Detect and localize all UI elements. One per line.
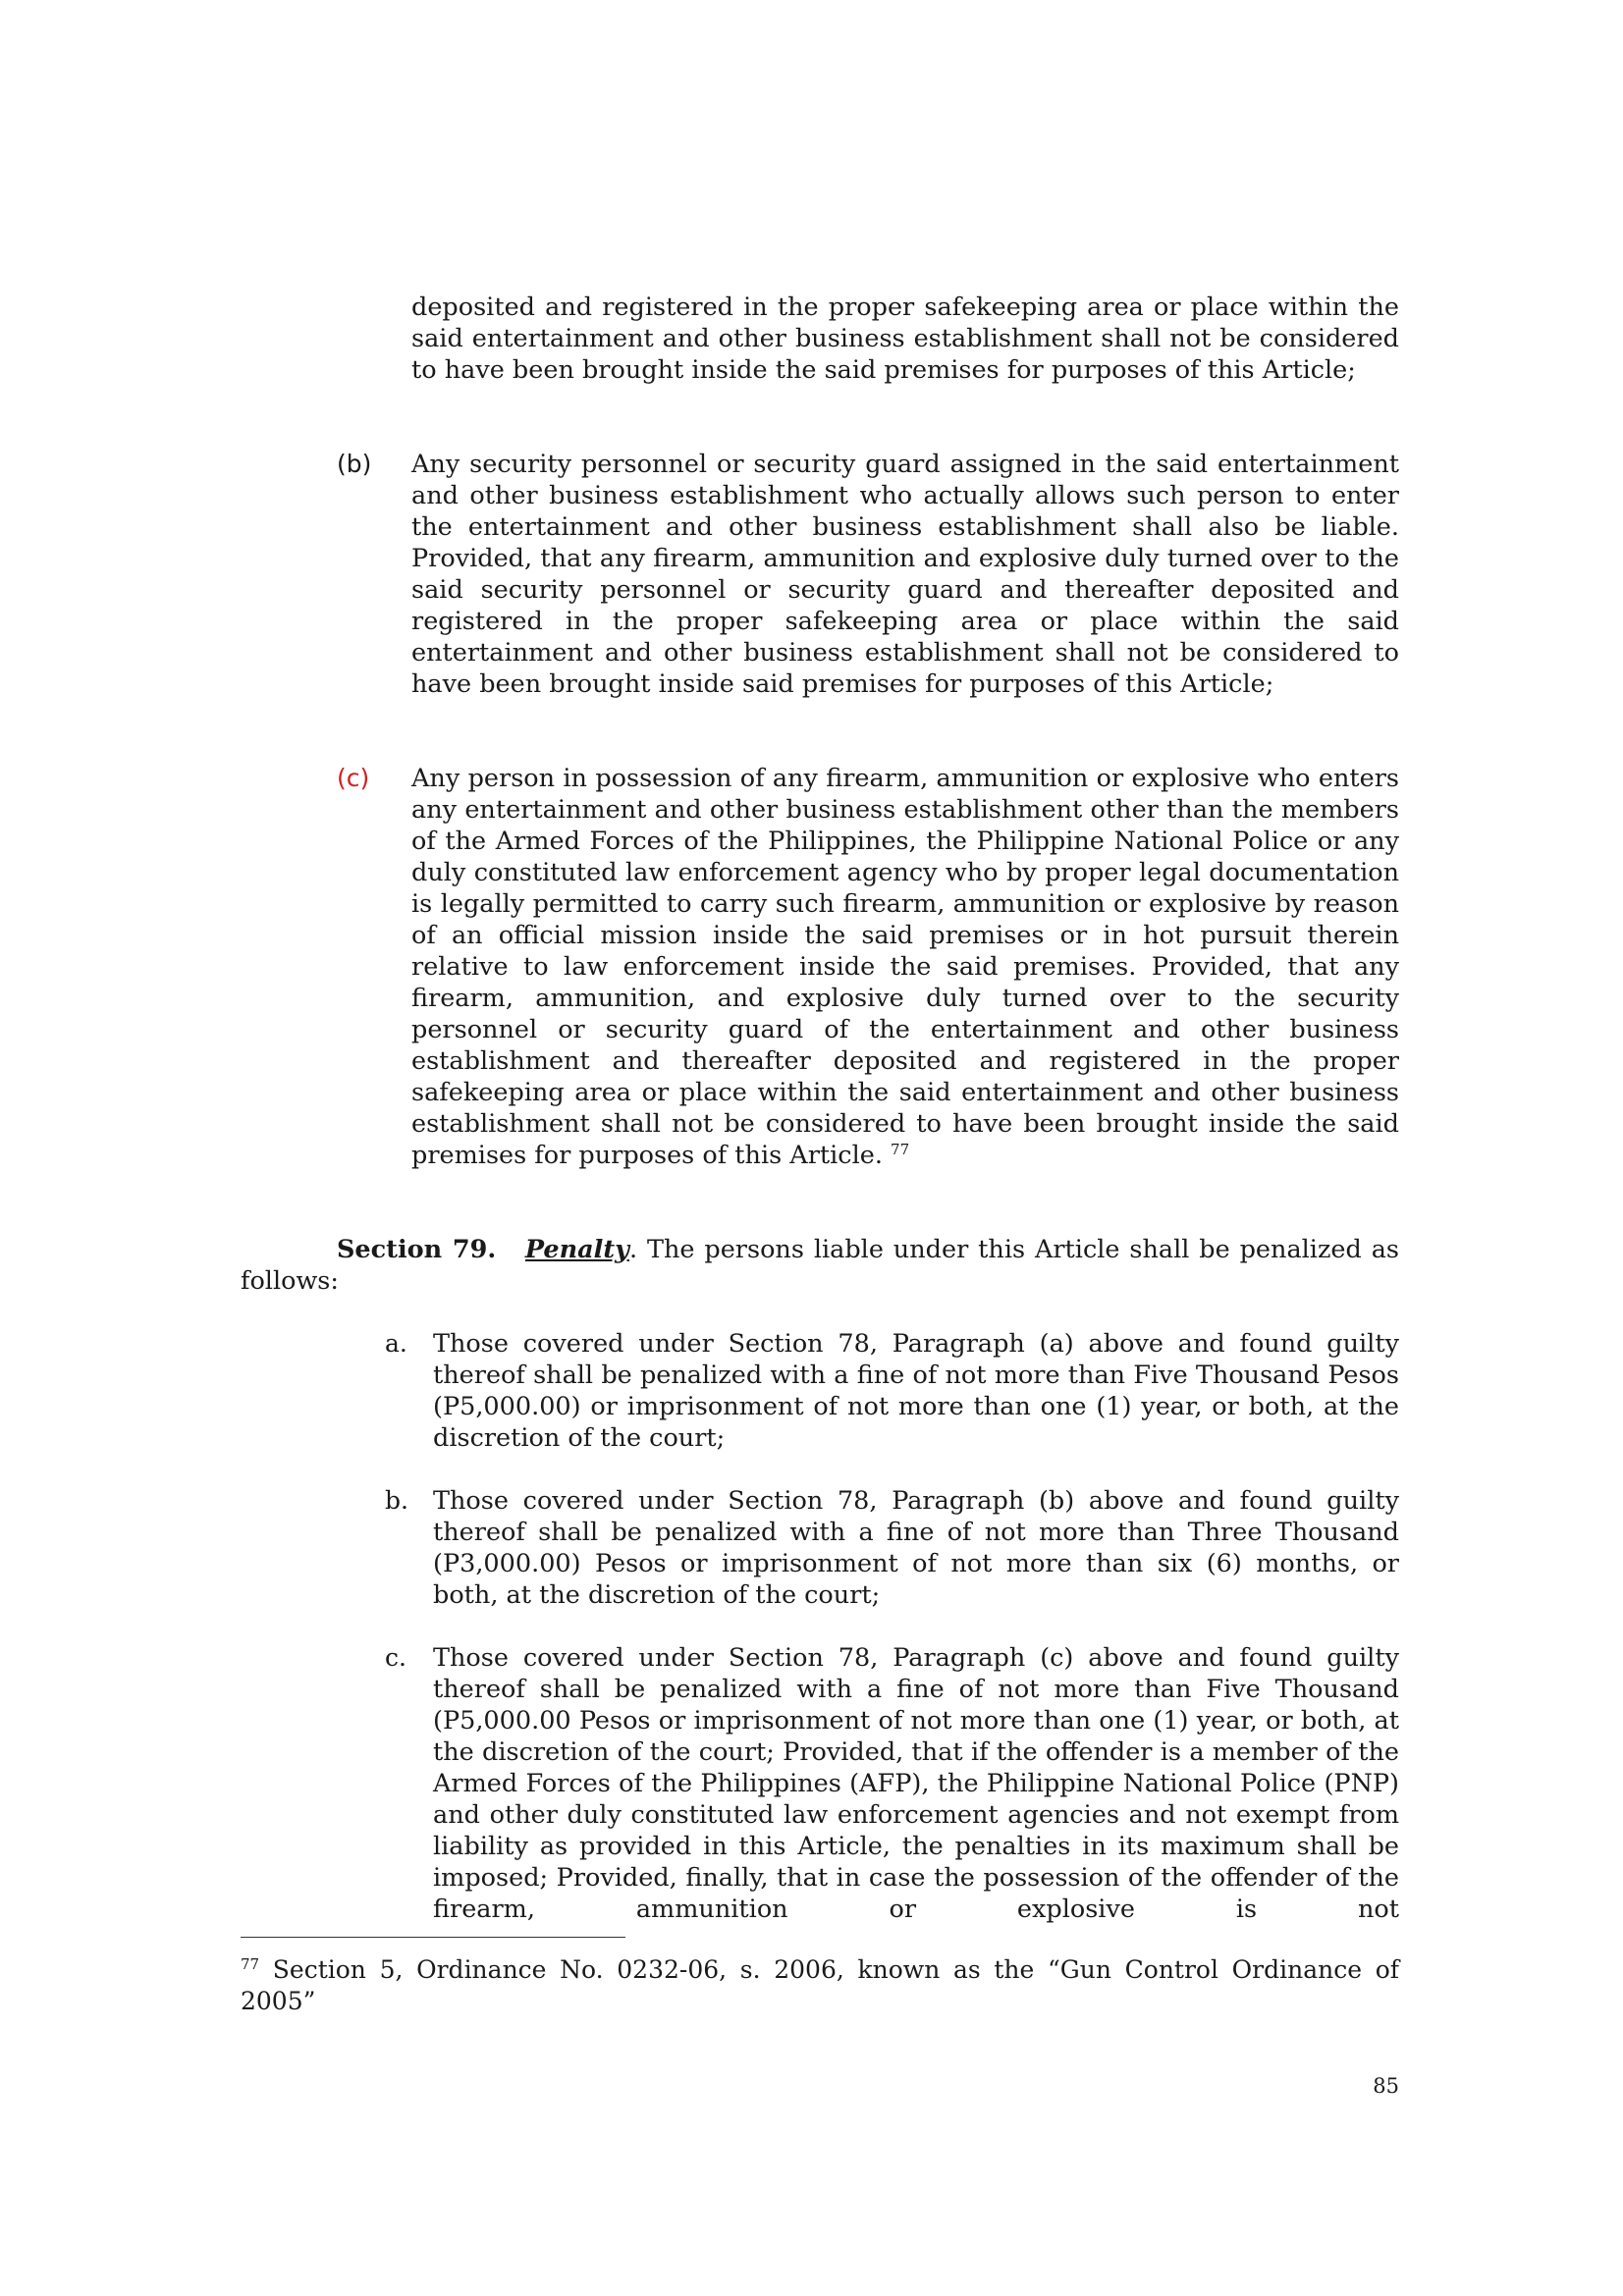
section-intro: . The persons liable under this Article shall be penalized as follows: <box>241 1235 1399 1296</box>
footnote-text: Section 5, Ordinance No. 0232-06, s. 2006, known as the “Gun Control Ordinance of 2005” <box>241 1955 1399 2015</box>
section-79-paragraph <box>241 1234 1399 1297</box>
continuation-paragraph: deposited and registered in the proper safekeeping area or place within the said entertainment and other business establishment shall not be considered to have been brought inside the said premises for purposes of this Article; <box>411 293 1399 385</box>
penalty-c-text: Those covered under Section 78, Paragraph (c) above and found guilty thereof shall be penalized with a fine of not more than Five Thousand (P5,000.00 Pesos or imprisonment of not more than one (1) year, or both, at the discretion of the court; Provided, that if the offender is a member of the Armed Forces of the Philippines (AFP), the Philippine National Police (PNP) and other duly constituted law enforcement agencies and not exempt from liability as provided in this Article, the penalties in its maximum shall be imposed; Provided, finally, that in case the possession of the offender of the firearm, ammunition or explosive is not <box>433 1643 1399 1924</box>
item-c-body: Any person in possession of any firearm, ammunition or explosive who enters any entertainment and other business establishment other than the members of the Armed Forces of the Philippines, the Philippine National Police or any duly constituted law enforcement agency who by proper legal documentation is legally permitted to carry such firearm, ammunition or explosive by reason of an official mission inside the said premises or in hot pursuit therein relative to law enforcement inside the said premises. Provided, that any firearm, ammunition, and explosive duly turned over to the security personnel or security guard of the entertainment and other business establishment and thereafter deposited and registered in the proper safekeeping area or place within the said entertainment and other business establishment shall not be considered to have been brought inside the said premises for purposes of this Article. <box>411 764 1399 1170</box>
footnote-number: 77 <box>241 1955 260 1973</box>
item-c-marker: (c) <box>337 764 370 792</box>
penalty-b-marker: b. <box>385 1486 408 1515</box>
penalty-a-text: Those covered under Section 78, Paragraph (a) above and found guilty thereof shall be penalized with a fine of not more than Five Thousand Pesos (P5,000.00) or imprisonment of not more than one (1) year, or both, at the discretion of the court; <box>433 1329 1399 1453</box>
footnote-separator <box>241 1937 625 1938</box>
item-b-marker: (b) <box>337 450 372 478</box>
footnote-ref-77[interactable]: 77 <box>891 1141 910 1158</box>
section-subtitle: Penalty <box>524 1235 629 1264</box>
footnote-77 <box>241 1954 1399 2017</box>
item-b-text: Any security personnel or security guard assigned in the said entertainment and other business establishment who actually allows such person to enter the entertainment and other business establishment shall also be liable. Provided, that any firearm, ammunition and explosive duly turned over to the said security personnel or security guard and thereafter deposited and registered in the proper safekeeping area or place within the said entertainment and other business establishment shall not be considered to have been brought inside said premises for purposes of this Article; <box>411 450 1399 699</box>
penalty-a-marker: a. <box>385 1329 407 1358</box>
penalty-c-marker: c. <box>385 1643 406 1672</box>
penalty-b-text: Those covered under Section 78, Paragraph (b) above and found guilty thereof shall be penalized with a fine of not more than Three Thousand (P3,000.00) Pesos or imprisonment of not more than six (6) months, or both, at the discretion of the court; <box>433 1486 1399 1610</box>
section-title: Section 79. <box>337 1235 497 1264</box>
page-number: 85 <box>1373 2074 1399 2098</box>
item-c-text <box>411 763 1399 1171</box>
